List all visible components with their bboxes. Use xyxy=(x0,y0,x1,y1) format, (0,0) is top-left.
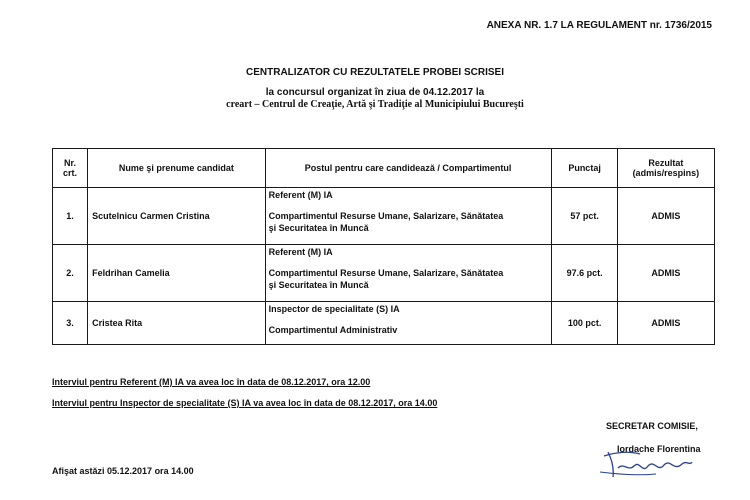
row-nr: 2. xyxy=(53,245,88,302)
results-table xyxy=(52,148,715,345)
department-line: Compartimentul Resurse Umane, Salarizare, Sănătatea xyxy=(268,211,504,221)
interview-note-inspector: Interviul pentru Inspector de specialitate (S) IA va avea loc în data de 08.12.2017, ora 14.00 xyxy=(52,398,438,408)
row-nr: 3. xyxy=(53,302,88,345)
post-title: Referent (M) IA xyxy=(268,190,333,200)
department-line: Compartimentul Administrativ xyxy=(268,325,398,335)
department-line: Compartimentul Resurse Umane, Salarizare, Sănătatea xyxy=(268,268,504,278)
col-header-score: Punctaj xyxy=(552,149,617,188)
post-title: Inspector de specialitate (S) IA xyxy=(268,304,400,314)
row-nr: 1. xyxy=(53,188,88,245)
contest-date-line: la concursul organizat în ziua de 04.12.2017 la xyxy=(265,87,485,98)
interview-note-referent: Interviul pentru Referent (M) IA va avea loc în data de 08.12.2017, ora 12.00 xyxy=(52,377,371,387)
candidate-name: Cristea Rita xyxy=(88,302,266,345)
score: 100 pct. xyxy=(552,302,617,345)
table-row xyxy=(53,302,715,345)
department-line: şi Securitatea în Muncă xyxy=(268,280,369,290)
col-header-result: Rezultat (admis/respins) xyxy=(617,149,714,188)
secretary-title: SECRETAR COMISIE, xyxy=(606,421,698,431)
table-row xyxy=(53,188,715,245)
post-title: Referent (M) IA xyxy=(268,247,333,257)
post-cell xyxy=(265,302,552,345)
candidate-name: Feldrihan Camelia xyxy=(88,245,266,302)
result: ADMIS xyxy=(617,188,714,245)
organization-name: creart – Centrul de Creaţie, Artă şi Tradiţie al Municipiului Bucureşti xyxy=(226,99,524,110)
result: ADMIS xyxy=(617,245,714,302)
department-line: şi Securitatea în Muncă xyxy=(268,223,369,233)
candidate-name: Scutelnicu Carmen Cristina xyxy=(88,188,266,245)
score: 57 pct. xyxy=(552,188,617,245)
table-header-row xyxy=(53,149,715,188)
handwritten-signature xyxy=(596,446,696,480)
post-cell xyxy=(265,245,552,302)
score: 97.6 pct. xyxy=(552,245,617,302)
secretary-name: Iordache Florentina xyxy=(617,444,701,454)
col-header-name: Nume şi prenume candidat xyxy=(88,149,266,188)
result: ADMIS xyxy=(617,302,714,345)
post-cell xyxy=(265,188,552,245)
posting-date: Afişat astăzi 05.12.2017 ora 14.00 xyxy=(52,466,194,476)
col-header-post: Postul pentru care candidează / Compartimentul xyxy=(265,149,552,188)
col-header-nr: Nr. crt. xyxy=(53,149,88,188)
annex-reference: ANEXA NR. 1.7 LA REGULAMENT nr. 1736/2015 xyxy=(486,20,712,31)
document-title: CENTRALIZATOR CU REZULTATELE PROBEI SCRISEI xyxy=(246,67,504,78)
table-row xyxy=(53,245,715,302)
